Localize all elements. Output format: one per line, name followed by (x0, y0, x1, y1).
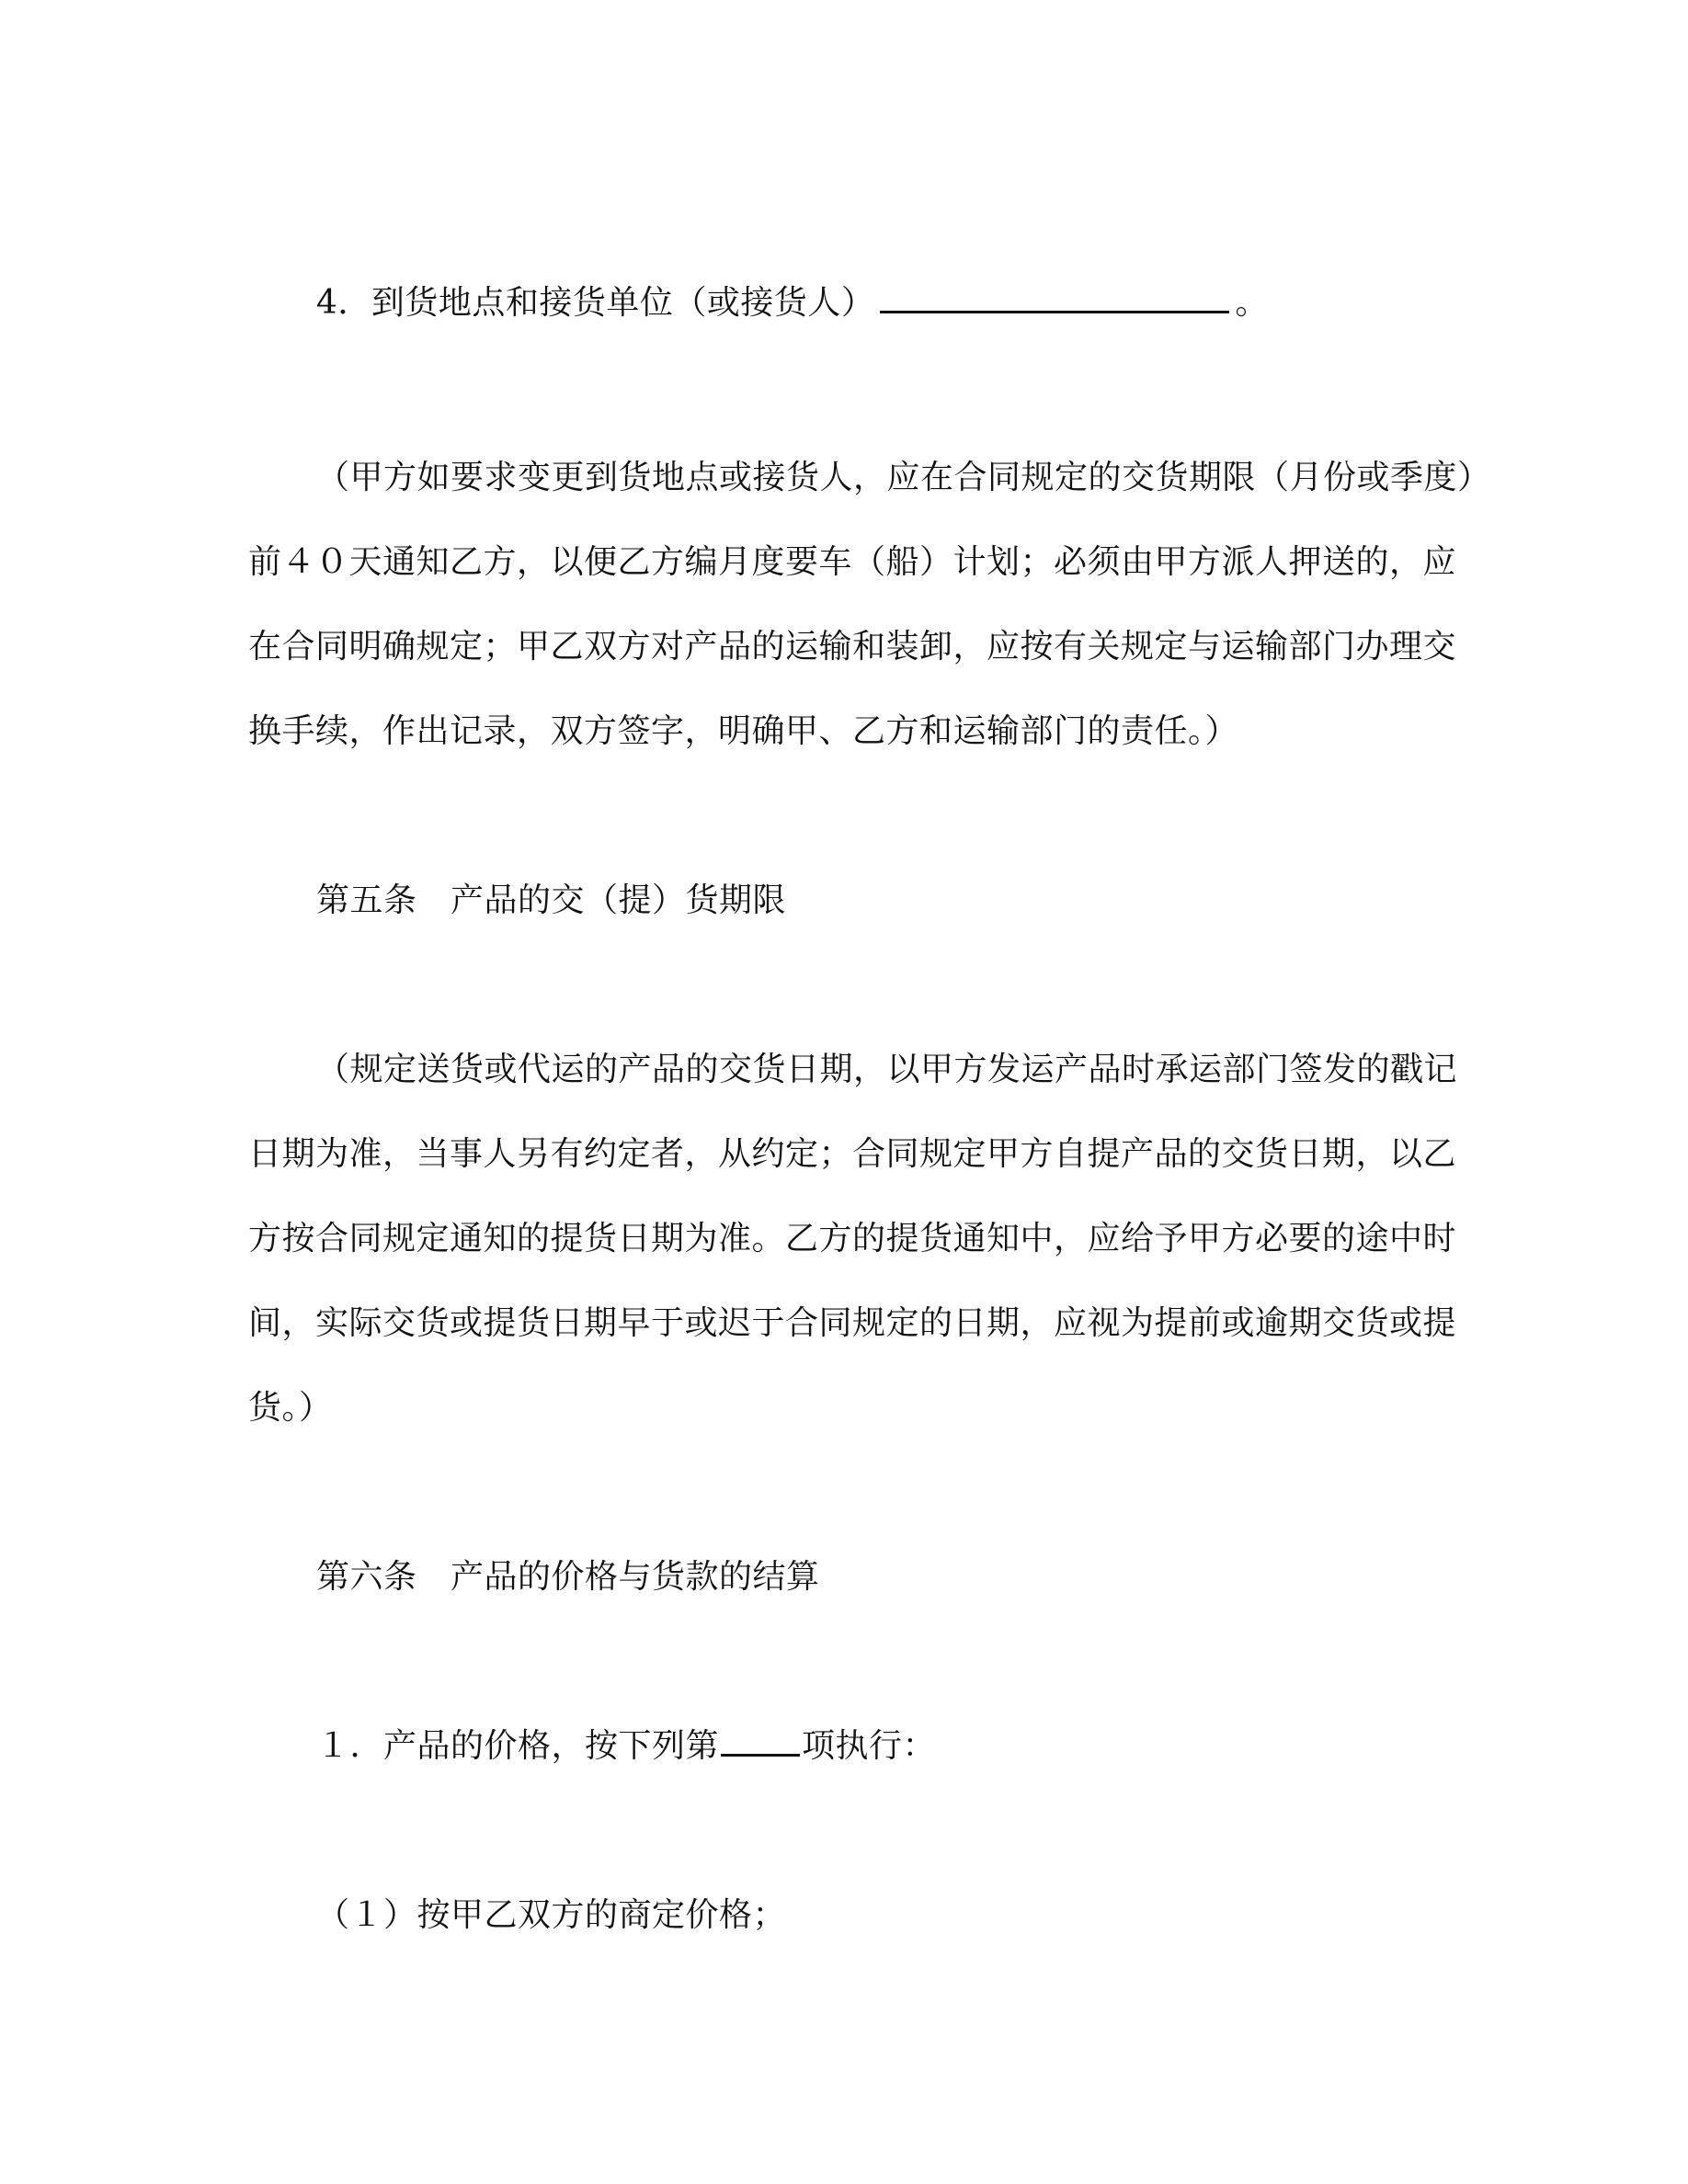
article6-item1-suffix: 项执行： (802, 1727, 937, 1765)
article5-note-line: 方按合同规定通知的提货日期为准。乙方的提货通知中，应给予甲方必要的途中时 (248, 1220, 1457, 1257)
article5-title: 第五条 产品的交（提）货期限 (316, 882, 787, 919)
article6-title: 第六条 产品的价格与货款的结算 (316, 1558, 820, 1596)
article6-item1-prefix: １．产品的价格，按下列第 (316, 1727, 720, 1765)
item4-note-line: 换手续，作出记录，双方签字，明确甲、乙方和运输部门的责任。） (248, 712, 1239, 750)
article6-option1: （１）按甲乙双方的商定价格； (316, 1896, 787, 1934)
article5-note-line: 间，实际交货或提货日期早于或迟于合同规定的日期，应视为提前或逾期交货或提 (248, 1304, 1457, 1342)
item4-note-line: 在合同明确规定；甲乙双方对产品的运输和装卸，应按有关规定与运输部门办理交 (248, 628, 1457, 665)
item4-fill-blank[interactable] (880, 283, 1229, 313)
item4-line (316, 283, 1269, 324)
article6-item1-fill-blank[interactable] (721, 1726, 800, 1757)
article5-note-line: 货。） (248, 1389, 333, 1427)
article5-note-line: 日期为准，当事人另有约定者，从约定；合同规定甲方自提产品的交货日期，以乙 (248, 1135, 1457, 1173)
item4-note-line: 前４０天通知乙方，以便乙方编月度要车（船）计划；必须由甲方派人押送的，应 (248, 543, 1457, 581)
item4-suffix: 。 (1235, 284, 1269, 322)
article6-item1-line (316, 1726, 936, 1767)
item4-note-line: （甲方如要求变更到货地点或接货人，应在合同规定的交货期限（月份或季度） (316, 459, 1491, 496)
article5-note-line: （规定送货或代运的产品的交货日期，以甲方发运产品时承运部门签发的戳记 (316, 1051, 1458, 1088)
item4-prefix: 4．到货地点和接货单位（或接货人） (316, 284, 875, 322)
